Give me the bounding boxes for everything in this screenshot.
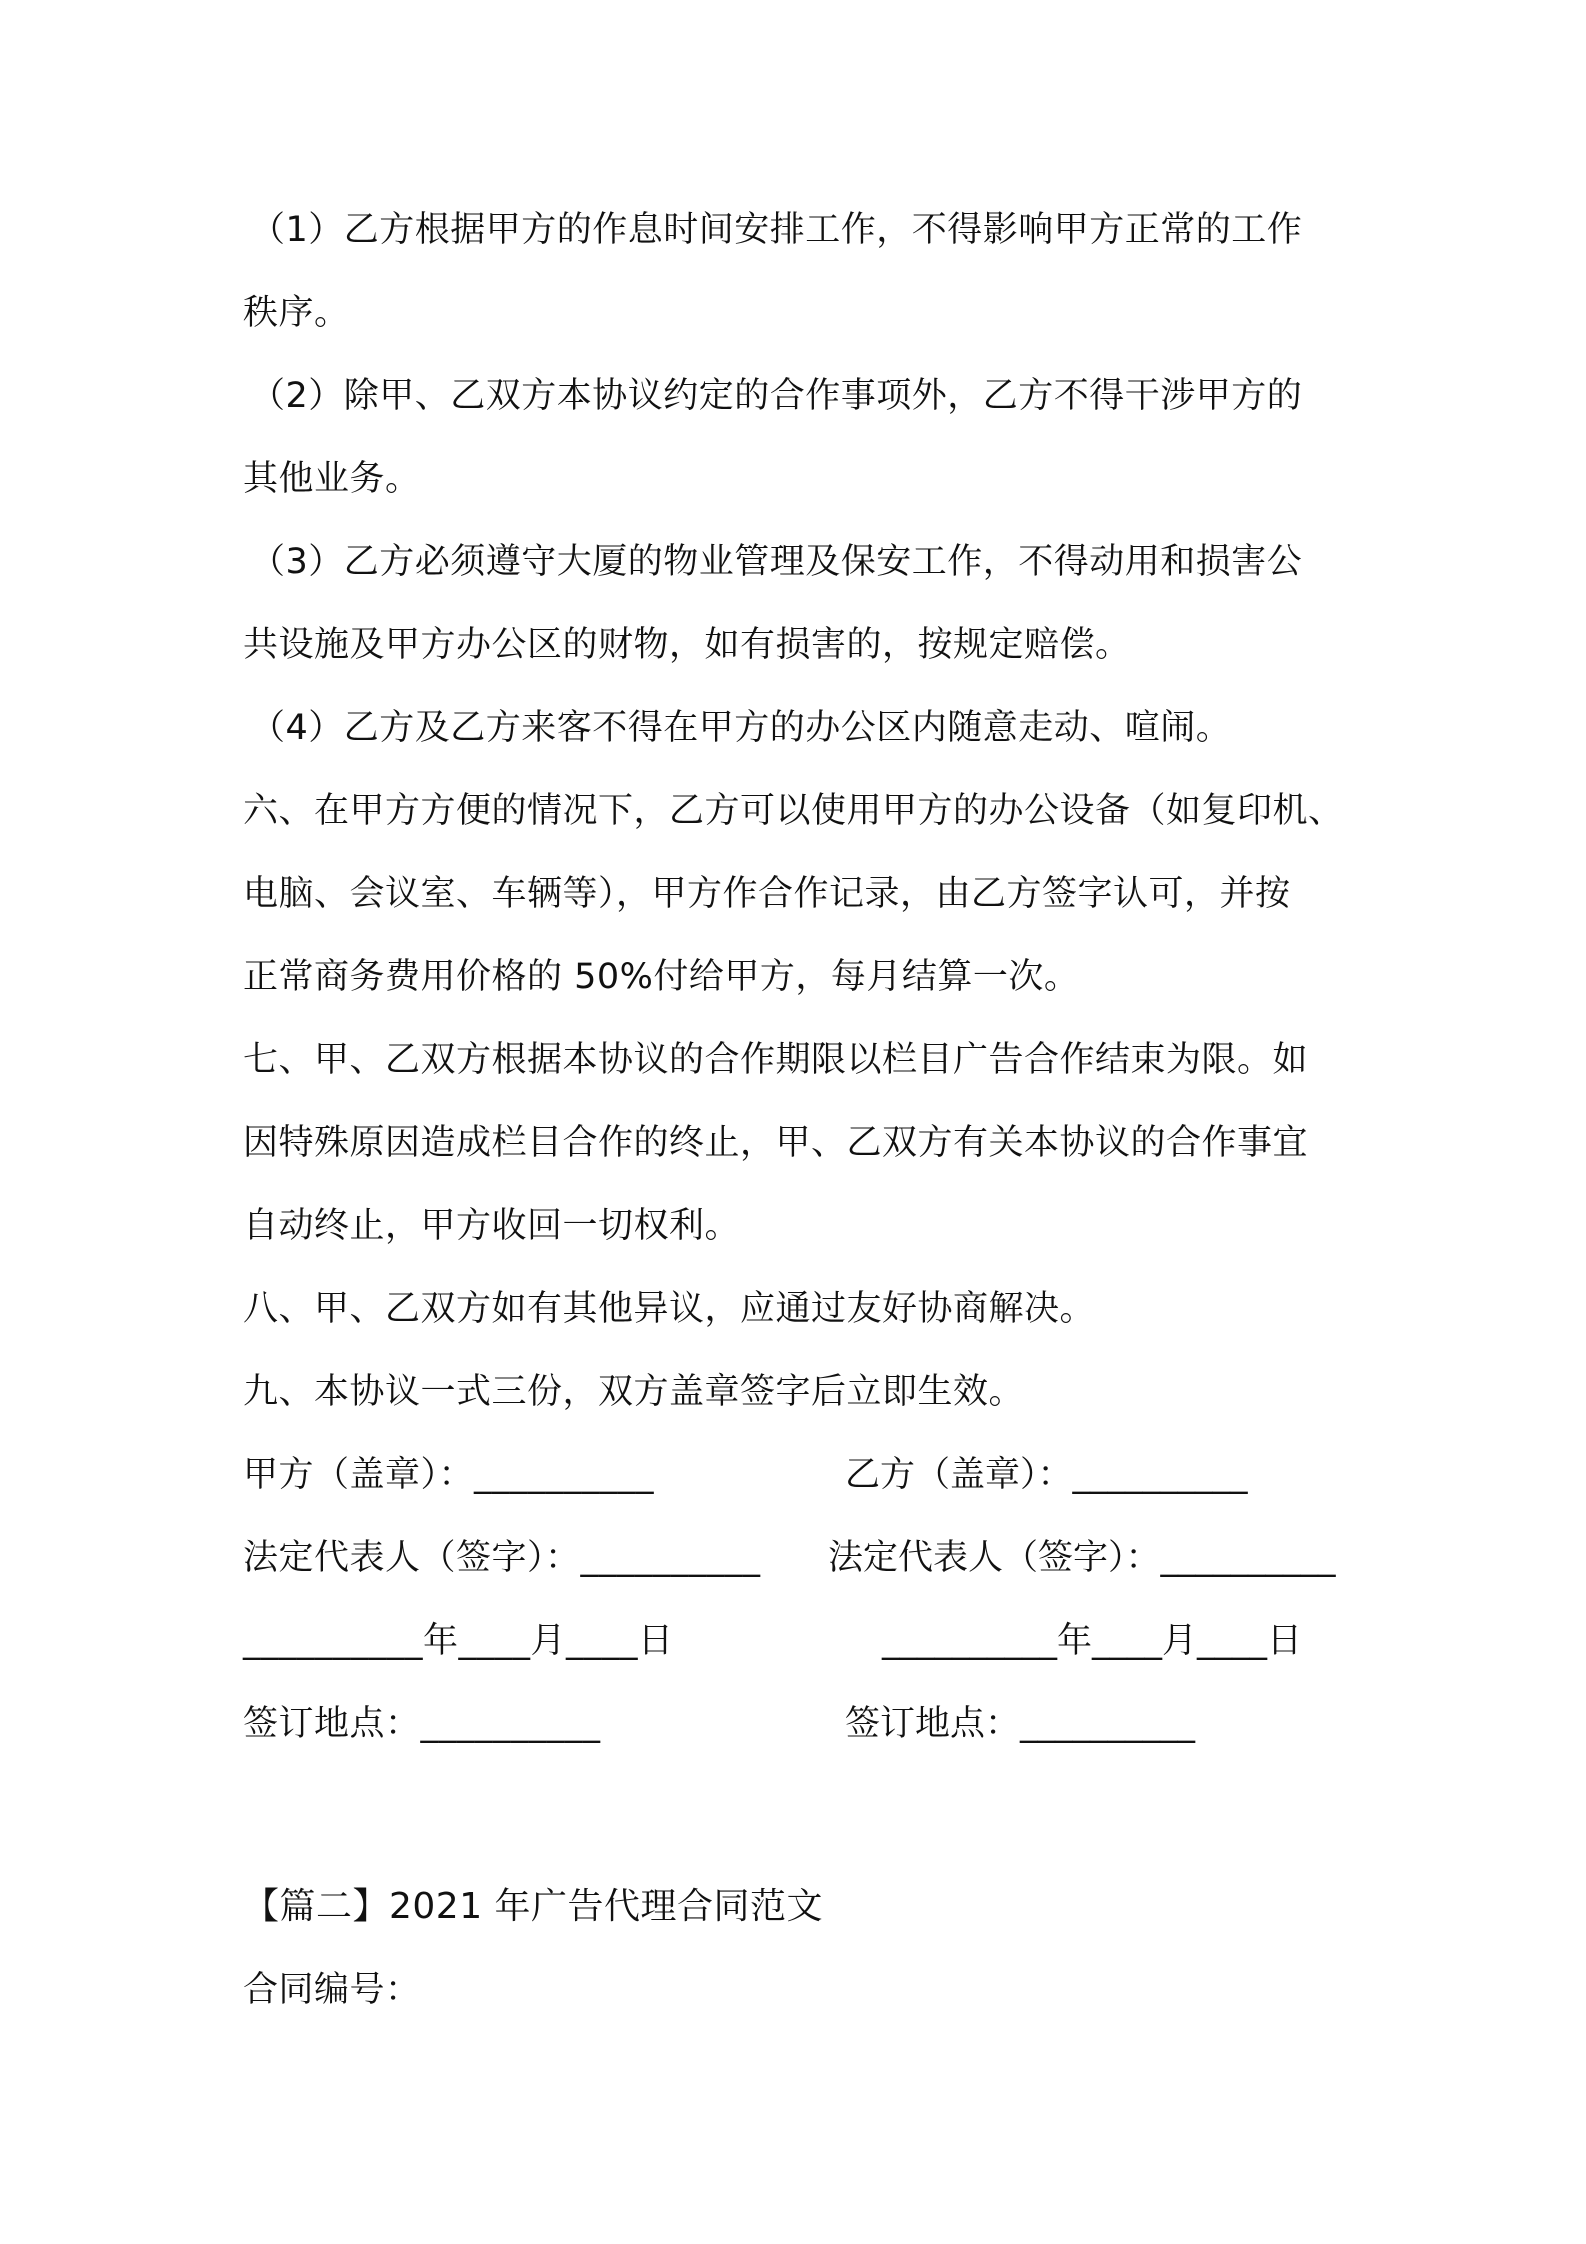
article-eight: 八、甲、乙双方如有其他异议，应通过友好协商解决。 <box>243 1289 1096 1329</box>
article-seven-line-3: 自动终止，甲方收回一切权利。 <box>243 1206 741 1246</box>
contract-number-label: 合同编号： <box>243 1970 421 2010</box>
party-b-rep-line: 法定代表人（签字）：__________ <box>828 1538 1336 1578</box>
party-a-date-line: __________年____月____日 <box>243 1621 674 1661</box>
party-a-rep-line: 法定代表人（签字）：__________ <box>243 1538 761 1578</box>
clause-3-line-1: （3）乙方必须遵守大厦的物业管理及保安工作，不得动用和损害公 <box>250 542 1303 582</box>
party-b-place-line: 签订地点：__________ <box>845 1704 1196 1744</box>
party-a-place-line: 签订地点：__________ <box>243 1704 601 1744</box>
article-seven-line-2: 因特殊原因造成栏目合作的终止，甲、乙双方有关本协议的合作事宜 <box>243 1123 1309 1163</box>
section-two-title: 【篇二】2021 年广告代理合同范文 <box>243 1886 824 1927</box>
article-six-line-1: 六、在甲方方便的情况下，乙方可以使用甲方的办公设备（如复印机、 <box>243 791 1344 831</box>
clause-2-line-1: （2）除甲、乙双方本协议约定的合作事项外，乙方不得干涉甲方的 <box>250 376 1303 416</box>
article-nine: 九、本协议一式三份，双方盖章签字后立即生效。 <box>243 1372 1025 1412</box>
clause-1-line-2: 秩序。 <box>243 293 350 333</box>
party-b-date-line: __________年____月____日 <box>882 1621 1303 1661</box>
clause-4-line-1: （4）乙方及乙方来客不得在甲方的办公区内随意走动、喧闹。 <box>250 708 1232 748</box>
article-six-line-2: 电脑、会议室、车辆等），甲方作合作记录，由乙方签字认可，并按 <box>243 874 1291 914</box>
article-seven-line-1: 七、甲、乙双方根据本协议的合作期限以栏目广告合作结束为限。如 <box>243 1040 1309 1080</box>
clause-3-line-2: 共设施及甲方办公区的财物，如有损害的，按规定赔偿。 <box>243 625 1131 665</box>
article-six-line-3: 正常商务费用价格的 50%付给甲方，每月结算一次。 <box>243 957 1080 997</box>
clause-2-line-2: 其他业务。 <box>243 459 421 499</box>
party-a-seal-line: 甲方（盖章）：__________ <box>243 1455 655 1495</box>
clause-1-line-1: （1）乙方根据甲方的作息时间安排工作，不得影响甲方正常的工作 <box>250 210 1303 250</box>
party-b-seal-line: 乙方（盖章）：__________ <box>845 1455 1248 1495</box>
